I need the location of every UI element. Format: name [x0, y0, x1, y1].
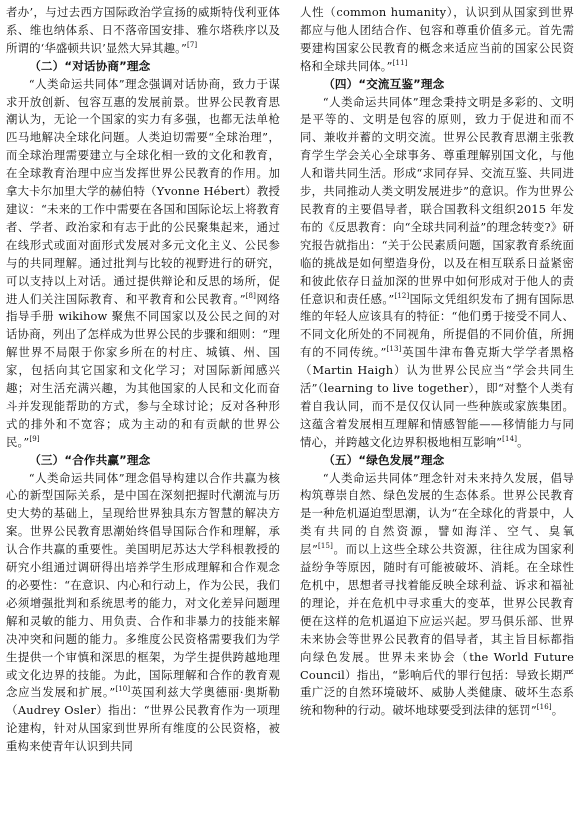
citation-ref: [12]: [394, 291, 410, 300]
paragraph: “人类命运共同体”理念倡导构建以合作共赢为核心的新型国际关系，是中国在深刻把握时代潮流与历史大势的基础上，呈现给世界独具东方智慧的解决方案。世界公民教育思潮始终倡导国际合作和理解，承认合作共赢的重要性。美国明尼苏达大学科根教授的研究小组通过调研得出培养学生形成理解和合作观念的必要性：“在意识、内心和行动上，作为公民，我们必须增强批判和系统思考的能力，对文化差异问题理解和灵敏的能力、用负责、合作和非暴力的技能来解决冲突和问题的能力。多维度公民资格需要我们为学生提供一个审慎和深思的框架，为学生提供跨越地理或文化边界的技能。为此，国际理解和合作的教育观念应当发展和扩展。”[10]英国利兹大学奥德丽·奥斯勒（Audrey Osler）指出：“世界公民教育作为一项理论建构，针对从国家到世界所有维度的公民资格，被重构来使青年认识到共同: [6, 470, 281, 754]
paragraph: “人类命运共同体”理念秉持文明是多彩的、文明是平等的、文明是包容的原则，致力于促进和而不同、兼收并蓄的文明交流。世界公民教育思潮主张教育学生学会关心全球事务、尊重理解别国文化，与他人和谐共同生活。形成“求同存异、交流互鉴、共同进步，共同推动人类文明发展进步”的意识。作为世界公民教育的主要倡导者，联合国教科文组织2015 年发布的《反思教育：向“全球共同利益”的理念转变?》研究报告就指出：“关于公民素质问题，国家教育系统面临的挑战是如何塑造身份，以及在相互联系日益紧密和彼此依存日益加深的世界中如何形成对于他人的责任意识和责任感。”[12]国际文凭组织发布了拥有国际思维的年轻人应该具有的特征：“他们勇于接受不同人、不同文化所处的不同视角，所提倡的不同价值，所拥有的不同传统。”[13]英国牛津布鲁克斯大学学者黑格（Martin Haigh）认为世界公民应当“学会共同生活”（learning to live together），即“对整个人类有着自我认同，而不是仅仅认同一些种族或家族集团。这蕴含着发展相互理解和情感智能——移情能力与同情心，并跨越文化边界积极地相互影响”[14]。: [300, 94, 575, 449]
section-heading: （四）“交流互鉴”理念: [323, 76, 445, 91]
citation-ref: [14]: [502, 434, 518, 443]
paragraph: “人类命运共同体”理念强调对话协商，致力于谋求开放创新、包容互惠的发展前景。世界公民教育思潮认为，无论一个国家的实力有多强，也都无法单枪匹马地解决全球化问题。人类迫切需要“全球治理”，而全球治理需要建立与全球化相一致的文化和教育，在全球教育治理中应当发挥世界公民教育的作用。加拿大卡尔加里大学的赫伯特（Yvonne Hébert）教授建议：“未来的工作中需要在各国和国际论坛上将教育者、学者、政治家和有志于此的公民聚集起来，通过在线形式或面对面形式发展对多元文化主义、公民参与的共同理解。通过批判与比较的视野进行的研究，可以支持以上对话。通过提供辩论和反思的场所，促进人们关注国际教育、和平教育和公民教育。”[8]网络指导手册 wikihow 聚焦不同国家以及公民之间的对话协商，列出了怎样成为世界公民的步骤和细则：“理解世界不局限于你家乡所在的村庄、城镇、州、国家，包括向其它国家和文化学习；对国际新闻感兴趣；对生活充满兴趣，为其他国家的人民和文化而奋斗并发现能帮助的方式，参与全球讨论；反对各种形式的排外和不宽容；成为主动的和有贡献的世界公民。”[9]: [6, 76, 280, 449]
citation-ref: [11]: [392, 58, 408, 67]
section-heading: （三）“合作共赢”理念: [29, 452, 151, 467]
section-heading: （五）“绿色发展”理念: [323, 452, 445, 467]
citation-ref: [9]: [29, 434, 40, 443]
paragraph: 人性（common humanity），认识到从国家到世界都应与他人团结合作、包容和尊重价值多元。首先需要建构国家公民教育的概念来适应当前的国家公民资格和全球共同体。”[11]: [300, 5, 574, 73]
section-heading: （二）“对话协商”理念: [29, 58, 151, 73]
right-column: [300, 4, 574, 720]
citation-ref: [7]: [186, 41, 198, 50]
citation-ref: [15]: [318, 542, 334, 551]
citation-ref: [10]: [115, 685, 131, 694]
citation-ref: [8]: [245, 291, 257, 300]
paragraph: “人类命运共同体”理念针对未来持久发展，倡导构筑尊崇自然、绿色发展的生态体系。世界公民教育是一种危机逼迫型思潮，认为“在全球化的背景中，人类有共同的自然资源，譬如海洋、空气、臭氧层”[15]。而以上这些全球公共资源，往往成为国家利益纷争等原因，随时有可能被破坏、消耗。在全球性危机中，思想者寻找着能反映全球利益、诉求和福祉的理论，并在危机中寻求重大的变革，世界公民教育便在这样的危机逼迫下应运兴起。罗马俱乐部、世界未来协会等世界公民教育的倡导者，其主旨目标都指向绿色发展。世界未来协会（the World Future Council）指出，“影响后代的罪行包括：导致长期严重广泛的自然环境破坏、威胁人类健康、破坏生态系统和物种的行动。破坏地球要受到法律的惩罚”[16]。: [300, 470, 574, 718]
left-column: [6, 4, 280, 756]
citation-ref: [16]: [536, 703, 552, 712]
citation-ref: [13]: [386, 345, 402, 354]
paragraph: 者办’，与过去西方国际政治学宣扬的威斯特伐利亚体系、维也纳体系、日不落帝国安排、雅尔塔秩序以及所谓的‘华盛顿共识’显然大异其趣。”[7]: [6, 5, 280, 55]
